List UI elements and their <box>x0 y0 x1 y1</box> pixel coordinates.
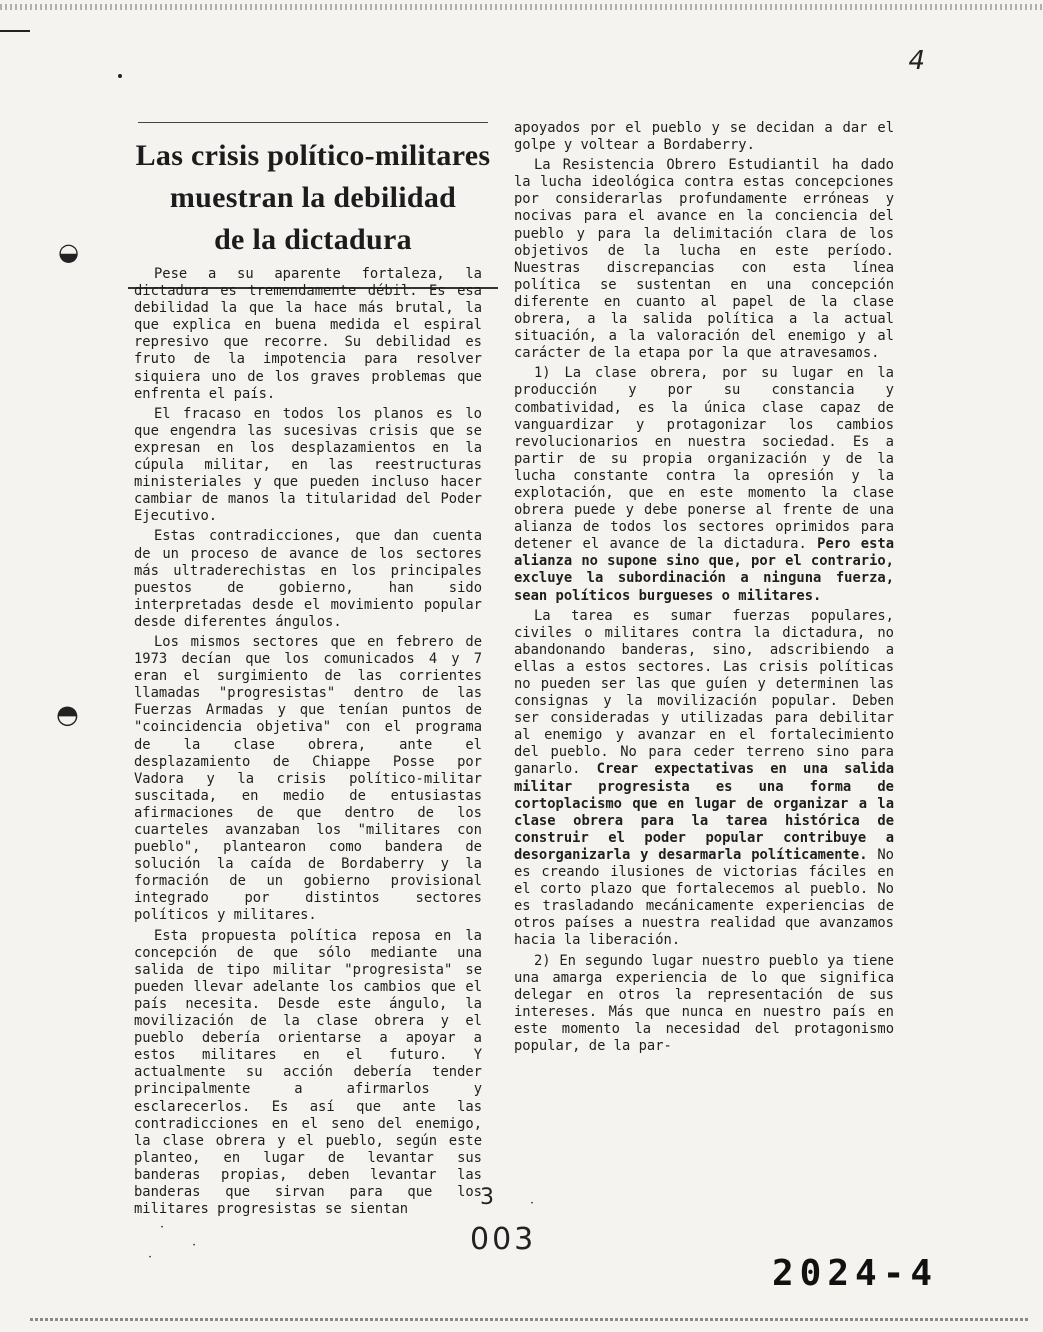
headline-line-3: de la dictadura <box>214 223 412 256</box>
punch-hole-mark: ◒ <box>58 238 79 266</box>
stamp-number: 003 <box>470 1222 537 1257</box>
headline-rule-top <box>138 122 488 123</box>
paragraph: Esta propuesta política reposa en la concepción de que sólo mediante una salida de tipo militar "progresista" se pueden llevar adelante los cambios que el país necesita. Desde este ángulo, la movilización de la clase obrera y el pueblo debería orientarse a apoyar a estos militares en el futuro. Y actualmente su acción debería tender principalmente a afirmarlos y esclarecerlos. Es así que ante las contradicciones en el seno del enemigo, la clase obrera y el pueblo, según este planteo, en lugar de levantar sus banderas propias, deben levantar las banderas que sirvan para que los militares progresistas se sientan <box>134 927 482 1218</box>
paragraph-bold-text: Crear expectativas en una salida militar progresista es una forma de cortoplacismo que en lugar de organizar a la clase obrera para la tarea histórica de construir el poder popular contribuye a desorganizarla y desarmarla políticamente. <box>514 761 894 863</box>
scan-artifact-bottom <box>30 1318 1030 1321</box>
paragraph: 2) En segundo lugar nuestro pueblo ya tiene una amarga experiencia de lo que significa delegar en otros la representación de sus intereses. Más que nunca en nuestro país en este momento la necesidad del protagonismo popular, de la par- <box>514 952 894 1054</box>
paragraph: El fracaso en todos los planos es lo que engendra las sucesivas crisis que se expresan en los desplazamientos en la cúpula militar, en las reestructuras ministeriales y que pueden incluso hacer cambiar de manos la titularidad del Poder Ejecutivo. <box>134 405 482 525</box>
scan-artifact-top <box>0 4 1043 10</box>
paragraph-text: 1) La clase obrera, por su lugar en la producción y por su constancia y combatividad, es la única clase capaz de vanguardizar y protagonizar los cambios revolucionarios en nuestra sociedad. Es a partir de su propia organización y de la lucha constante contra la opresión y la explotación, que en este momento la clase obrera puede y debe ponerse al frente de una alianza de todos los sectores oprimidos para detener el avance de la dictadura. <box>514 365 894 553</box>
paragraph-text: No es creando ilusiones de victorias fáciles en el corto plazo que fortalecemos al pueblo. No es trasladando mecánicamente experiencias de otros países a nuestra realidad que avanzamos hacia la liberación. <box>514 846 894 949</box>
corner-mark: 4 <box>908 46 925 76</box>
paragraph: Estas contradicciones, que dan cuenta de un proceso de avance de los sectores más ultraderechistas en los principales puestos de gobierno, han sido interpretadas desde el movimiento popular desde diferentes ángulos. <box>134 528 482 630</box>
paragraph: Los mismos sectores que en febrero de 1973 decían que los comunicados 4 y 7 eran el surgimiento de las corrientes llamadas "progresistas" dentro de las Fuerzas Armadas y que tenían puntos de "coincidencia objetiva" con el programa de la clase obrera, ante el desplazamiento de Chiappe Posse por Vadora y la crisis político-militar suscitada, en medio de entusiastas afirmaciones de que dentro de los cuarteles avanzaban los "militares con pueblo", plantearon como bandera de solución la caída de Bordaberry y la formación de un gobierno provisional integrado por distintos sectores políticos y militares. <box>134 633 482 924</box>
paragraph: La Resistencia Obrero Estudiantil ha dado la lucha ideológica contra estas concepciones por considerarlas profundamente erróneas y nocivas para el avance en la conciencia del pueblo y para la delimitación clara de los objetivos de la lucha en este período. Nuestras discrepancias con esta línea política se sustentan en una concepción diferente en cuanto al papel de la clase obrera, a la salida política a la actual situación, a la valoración del enemigo y al carácter de la etapa por la que atravesamos. <box>514 157 894 362</box>
paragraph-bold-text: Pero esta alianza no supone sino que, por el contrario, excluye la subordinación a ninguna fuerza, sean políticos burgueses o militares. <box>514 536 895 604</box>
scan-edge-mark <box>0 30 30 32</box>
paragraph-text: La tarea es sumar fuerzas populares, civiles o militares contra la dictadura, no abandonando banderas, sino, adscribiendo a ellas a estos sectores. Las crisis políticas no pueden ser las que guíen y determinen las consignas y la movilización popular. Deben ser consideradas y utilizadas para debilitar al enemigo y avanzar en el fortalecimiento del pueblo. No para ceder terreno sino para ganarlo. <box>514 607 894 778</box>
paragraph <box>514 608 894 950</box>
headline-line-2: muestran la debilidad <box>169 181 457 214</box>
scan-dot <box>118 74 122 78</box>
page-number: 3 <box>480 1185 494 1210</box>
headline-line-1: Las crisis político-militares <box>135 139 491 172</box>
paragraph: Pese a su aparente fortaleza, la dictadura es tremendamente débil. Es esa debilidad la que la hace más brutal, la que explica en buena medida el espiral represivo que recorre. Su debilidad es fruto de la impotencia para resolver siquiera uno de los graves problemas que enfrenta el país. <box>134 266 482 402</box>
paragraph-continuation: apoyados por el pueblo y se decidan a dar el golpe y voltear a Bordaberry. <box>514 120 894 154</box>
scan-speck: · <box>192 1238 197 1253</box>
scan-speck: · <box>148 1250 153 1265</box>
scan-speck: · <box>530 1196 535 1211</box>
punch-hole-mark: ◓ <box>56 700 79 730</box>
headline-block <box>128 122 498 289</box>
reference-number: 2024-4 <box>772 1253 939 1294</box>
scan-speck: · <box>160 1220 165 1235</box>
left-column <box>134 266 482 1221</box>
right-column <box>514 120 894 1058</box>
paragraph <box>514 365 894 604</box>
article-headline <box>128 135 498 261</box>
